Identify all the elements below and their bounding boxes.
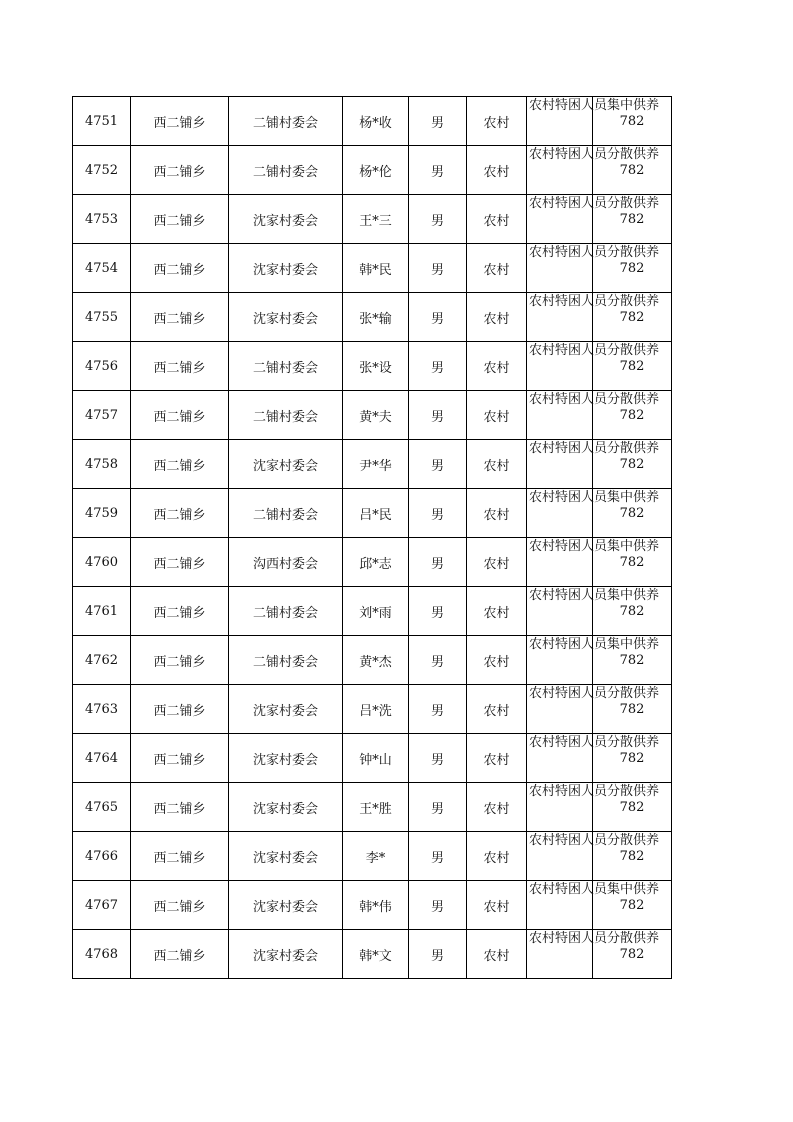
table-body — [73, 97, 672, 979]
support-type-text: 农村特困人员集中供养 — [529, 882, 660, 897]
cell-area-type: 农村 — [467, 293, 527, 342]
cell-amount: 782 — [593, 538, 672, 587]
cell-record-id: 4761 — [73, 587, 131, 636]
support-type-text: 农村特困人员分散供养 — [529, 147, 660, 162]
support-type-text: 农村特困人员分散供养 — [529, 833, 660, 848]
cell-township: 西二铺乡 — [131, 636, 229, 685]
cell-township: 西二铺乡 — [131, 342, 229, 391]
support-type-text: 农村特困人员分散供养 — [529, 196, 660, 211]
cell-village-committee: 二铺村委会 — [229, 489, 343, 538]
cell-amount: 782 — [593, 244, 672, 293]
cell-gender: 男 — [409, 734, 467, 783]
support-type-text: 农村特困人员集中供养 — [529, 637, 660, 652]
cell-record-id: 4751 — [73, 97, 131, 146]
cell-township: 西二铺乡 — [131, 685, 229, 734]
cell-gender: 男 — [409, 685, 467, 734]
cell-person-name: 张*设 — [343, 342, 409, 391]
support-type-text: 农村特困人员集中供养 — [529, 539, 660, 554]
cell-record-id: 4766 — [73, 832, 131, 881]
cell-gender: 男 — [409, 342, 467, 391]
cell-township: 西二铺乡 — [131, 391, 229, 440]
support-type-text: 农村特困人员集中供养 — [529, 588, 660, 603]
cell-village-committee: 沈家村委会 — [229, 685, 343, 734]
cell-amount: 782 — [593, 685, 672, 734]
cell-township: 西二铺乡 — [131, 97, 229, 146]
table-row — [73, 636, 672, 685]
cell-person-name: 李* — [343, 832, 409, 881]
cell-area-type: 农村 — [467, 881, 527, 930]
support-type-text: 农村特困人员分散供养 — [529, 784, 660, 799]
cell-village-committee: 沈家村委会 — [229, 881, 343, 930]
support-type-text: 农村特困人员集中供养 — [529, 490, 660, 505]
cell-amount: 782 — [593, 636, 672, 685]
cell-township: 西二铺乡 — [131, 734, 229, 783]
cell-township: 西二铺乡 — [131, 930, 229, 979]
table-row — [73, 342, 672, 391]
cell-person-name: 钟*山 — [343, 734, 409, 783]
cell-gender: 男 — [409, 832, 467, 881]
cell-record-id: 4765 — [73, 783, 131, 832]
cell-record-id: 4753 — [73, 195, 131, 244]
cell-village-committee: 沈家村委会 — [229, 734, 343, 783]
support-type-text: 农村特困人员分散供养 — [529, 343, 660, 358]
cell-gender: 男 — [409, 636, 467, 685]
support-type-text: 农村特困人员分散供养 — [529, 686, 660, 701]
support-type-text: 农村特困人员分散供养 — [529, 245, 660, 260]
cell-township: 西二铺乡 — [131, 440, 229, 489]
cell-record-id: 4763 — [73, 685, 131, 734]
table-row — [73, 587, 672, 636]
cell-village-committee: 二铺村委会 — [229, 391, 343, 440]
support-type-text: 农村特困人员分散供养 — [529, 294, 660, 309]
cell-village-committee: 沈家村委会 — [229, 440, 343, 489]
cell-record-id: 4752 — [73, 146, 131, 195]
cell-amount: 782 — [593, 587, 672, 636]
cell-gender: 男 — [409, 146, 467, 195]
table-row — [73, 244, 672, 293]
cell-person-name: 吕*洗 — [343, 685, 409, 734]
cell-area-type: 农村 — [467, 489, 527, 538]
cell-record-id: 4756 — [73, 342, 131, 391]
cell-township: 西二铺乡 — [131, 244, 229, 293]
cell-gender: 男 — [409, 881, 467, 930]
cell-amount: 782 — [593, 195, 672, 244]
table-row — [73, 489, 672, 538]
table-row — [73, 930, 672, 979]
cell-area-type: 农村 — [467, 97, 527, 146]
cell-amount: 782 — [593, 342, 672, 391]
cell-village-committee: 沈家村委会 — [229, 244, 343, 293]
cell-village-committee: 二铺村委会 — [229, 342, 343, 391]
cell-amount: 782 — [593, 783, 672, 832]
table-row — [73, 685, 672, 734]
cell-township: 西二铺乡 — [131, 832, 229, 881]
cell-person-name: 韩*文 — [343, 930, 409, 979]
table-row — [73, 881, 672, 930]
cell-person-name: 韩*民 — [343, 244, 409, 293]
cell-amount: 782 — [593, 391, 672, 440]
cell-person-name: 邱*志 — [343, 538, 409, 587]
cell-record-id: 4755 — [73, 293, 131, 342]
cell-person-name: 刘*雨 — [343, 587, 409, 636]
cell-village-committee: 沈家村委会 — [229, 293, 343, 342]
cell-village-committee: 二铺村委会 — [229, 636, 343, 685]
relief-roster-table — [72, 96, 672, 979]
cell-amount: 782 — [593, 489, 672, 538]
cell-village-committee: 沈家村委会 — [229, 832, 343, 881]
table-row — [73, 440, 672, 489]
cell-person-name: 王*胜 — [343, 783, 409, 832]
cell-amount: 782 — [593, 146, 672, 195]
cell-person-name: 杨*收 — [343, 97, 409, 146]
cell-gender: 男 — [409, 391, 467, 440]
cell-record-id: 4758 — [73, 440, 131, 489]
cell-person-name: 韩*伟 — [343, 881, 409, 930]
table-row — [73, 97, 672, 146]
cell-village-committee: 沟西村委会 — [229, 538, 343, 587]
cell-township: 西二铺乡 — [131, 293, 229, 342]
support-type-text: 农村特困人员分散供养 — [529, 441, 660, 456]
table-row — [73, 293, 672, 342]
cell-record-id: 4764 — [73, 734, 131, 783]
support-type-text: 农村特困人员分散供养 — [529, 735, 660, 750]
table-row — [73, 734, 672, 783]
support-type-text: 农村特困人员集中供养 — [529, 98, 660, 113]
cell-person-name: 王*三 — [343, 195, 409, 244]
cell-township: 西二铺乡 — [131, 538, 229, 587]
cell-township: 西二铺乡 — [131, 195, 229, 244]
cell-village-committee: 二铺村委会 — [229, 146, 343, 195]
cell-amount: 782 — [593, 930, 672, 979]
cell-gender: 男 — [409, 195, 467, 244]
cell-gender: 男 — [409, 293, 467, 342]
cell-area-type: 农村 — [467, 734, 527, 783]
cell-amount: 782 — [593, 440, 672, 489]
table-row — [73, 391, 672, 440]
table-row — [73, 538, 672, 587]
cell-person-name: 吕*民 — [343, 489, 409, 538]
cell-village-committee: 沈家村委会 — [229, 930, 343, 979]
cell-village-committee: 二铺村委会 — [229, 97, 343, 146]
support-type-text: 农村特困人员分散供养 — [529, 392, 660, 407]
cell-gender: 男 — [409, 587, 467, 636]
cell-gender: 男 — [409, 930, 467, 979]
cell-township: 西二铺乡 — [131, 489, 229, 538]
cell-record-id: 4759 — [73, 489, 131, 538]
cell-area-type: 农村 — [467, 685, 527, 734]
cell-gender: 男 — [409, 97, 467, 146]
cell-township: 西二铺乡 — [131, 881, 229, 930]
cell-area-type: 农村 — [467, 244, 527, 293]
cell-amount: 782 — [593, 832, 672, 881]
cell-person-name: 张*输 — [343, 293, 409, 342]
cell-person-name: 杨*伦 — [343, 146, 409, 195]
cell-amount: 782 — [593, 881, 672, 930]
support-type-text: 农村特困人员分散供养 — [529, 931, 660, 946]
cell-area-type: 农村 — [467, 538, 527, 587]
cell-amount: 782 — [593, 97, 672, 146]
cell-gender: 男 — [409, 783, 467, 832]
table-row — [73, 195, 672, 244]
cell-amount: 782 — [593, 293, 672, 342]
cell-amount: 782 — [593, 734, 672, 783]
cell-area-type: 农村 — [467, 930, 527, 979]
cell-area-type: 农村 — [467, 146, 527, 195]
cell-gender: 男 — [409, 538, 467, 587]
cell-area-type: 农村 — [467, 342, 527, 391]
cell-township: 西二铺乡 — [131, 587, 229, 636]
cell-record-id: 4754 — [73, 244, 131, 293]
cell-gender: 男 — [409, 440, 467, 489]
cell-area-type: 农村 — [467, 636, 527, 685]
cell-area-type: 农村 — [467, 783, 527, 832]
cell-village-committee: 二铺村委会 — [229, 587, 343, 636]
cell-record-id: 4760 — [73, 538, 131, 587]
table-row — [73, 146, 672, 195]
cell-village-committee: 沈家村委会 — [229, 195, 343, 244]
cell-area-type: 农村 — [467, 391, 527, 440]
cell-township: 西二铺乡 — [131, 783, 229, 832]
cell-person-name: 尹*华 — [343, 440, 409, 489]
cell-village-committee: 沈家村委会 — [229, 783, 343, 832]
table-row — [73, 832, 672, 881]
cell-record-id: 4768 — [73, 930, 131, 979]
cell-area-type: 农村 — [467, 587, 527, 636]
cell-person-name: 黄*夫 — [343, 391, 409, 440]
cell-person-name: 黄*杰 — [343, 636, 409, 685]
cell-gender: 男 — [409, 244, 467, 293]
cell-record-id: 4757 — [73, 391, 131, 440]
cell-record-id: 4762 — [73, 636, 131, 685]
cell-area-type: 农村 — [467, 195, 527, 244]
table-row — [73, 783, 672, 832]
cell-area-type: 农村 — [467, 440, 527, 489]
cell-township: 西二铺乡 — [131, 146, 229, 195]
cell-gender: 男 — [409, 489, 467, 538]
cell-area-type: 农村 — [467, 832, 527, 881]
cell-record-id: 4767 — [73, 881, 131, 930]
